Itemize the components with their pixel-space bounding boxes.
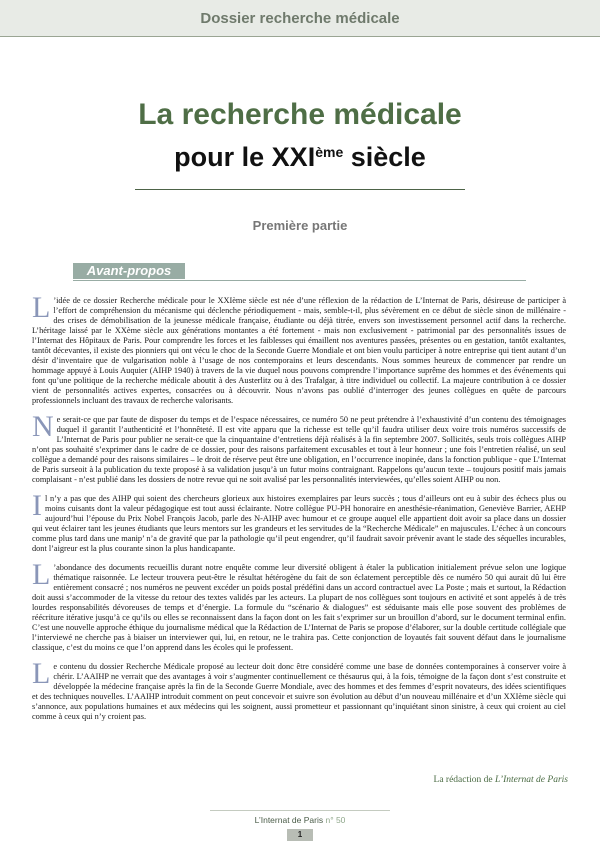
paragraph-text: l n’y a pas que des AIHP qui soient des chercheurs glorieux aux histoires exemplaires par leurs succès ; tous d’ailleurs ont eu à subir des échecs plus ou moins cuisants dont la valeur pédagogique est tout aussi éclairante. Notre collègue PU-PH honoraire en anesthésie-réanimation, Geneviève Barrier, AEHP aujourd’hui l’épouse du Prix Nobel François Jacob, parle des N-AIHP avec humour et ce groupe auquel elle appartient doit avoir sa place dans un dossier qui veut éclairer tant les jeunes étudiants que leurs mentors sur les grandeurs et les servitudes de la “Recherche Médicale” en majuscules. L’échec à un concours comme plus tard dans une manip’ n’a de gravité que par la pathologie qu’il peut engendrer, qu’il faudrait savoir prévenir avant le stade des séquelles incurables, dont l’aigreur est la plus courante sinon la plus handicapante. bbox=[32, 494, 566, 553]
drop-cap: L bbox=[32, 558, 51, 591]
paragraph-text: e serait-ce que par faute de disposer du temps et de l’espace nécessaires, ce numéro 50 ne peut prétendre à l’exhaustivité d’un contenu des témoignages duquel il garantit l’authenticité et l’honnêteté. Il est vite apparu que la richesse est telle qu’il faudra utiliser deux voire trois numéros successifs de L’Internat de Paris pour publier ne serait-ce que la cinquantaine d’entretiens déjà réalisés à la fin septembre 2007. Sollicités, seuls trois collègues AIHP n’ont pas souhaité s’exprimer dans le cadre de ce dossier, pour des raisons parfaitement excusables et tout à leur honneur ; une fois l’entretien réalisé, un seul collègue a demandé pour des raisons similaires – le droit de réserve peut être une obligation, en l’occurrence inopinée, dans la fonction publique - que L’Internat de Paris surseoit à la publication du texte proposé à sa validation jusqu’à un futur moins contraignant. Rappelons qu’aucun texte – toujours positif mais jamais complaisant - n’est publié dans les dossiers de notre revue qui ne soit avalisé par les personnalités interviewées, qu’elles soient AIHP ou non. bbox=[32, 415, 566, 484]
title-line2-end: siècle bbox=[343, 142, 426, 172]
section-label-avant-propos: Avant-propos bbox=[73, 263, 185, 279]
paragraph-text: ’idée de ce dossier Recherche médicale pour le XXIème siècle est née d’une réflexion de la rédaction de L’Internat de Paris, désireuse de participer à l’effort de compréhension du mécanisme qui déclenche périodiquement - mais, semble-t-il, plus sévèrement en ce début de siècle sinon de millénaire - des crises de démobilisation de la jeunesse médicale française, étudiante ou déjà titrée, envers son investissement personnel actif dans la recherche. L’héritage laissé par le XXème siècle aux générations montantes a été fortement - mais non exclusivement - patrimonial par des personnalités issues de l’Internat des Hôpitaux de Paris. Pour comprendre les forces et les faiblesses qui émaillent nos aventures passées, présentes ou en gestation, tantôt exaltantes, tantôt décevantes, il existe des pionniers qui ont vécu le choc de la Seconde Guerre Mondiale et ont bien voulu participer à notre entreprise qui tient autant d’un désir d’inventaire que de vulgarisation noble à l’usage de nos contemporains et leurs descendants. Nous sommes heureux de commencer par rendre un hommage appuyé à Louis Auquier (AIHP 1940) à travers de la vie duquel nous pouvons comprendre l’importance suprême des hommes et des événements qui font qu’une politique de la recherche médicale aboutit à des Austerlitz ou à des Trafalgar, à titre individuel ou collectif. La majeure contribution à ce dossier vient de personnalités actives expertes, consacrées ou à découvrir. Nous n’avons pas oublié d’interroger des jeunes collègues en quête de parcours professionnels incluant des travaux de recherche valorisants. bbox=[32, 296, 566, 405]
footer-divider bbox=[210, 810, 390, 811]
footer bbox=[0, 815, 600, 825]
dossier-header-title: Dossier recherche médicale bbox=[200, 10, 400, 27]
subtitle: Première partie bbox=[252, 218, 348, 233]
paragraph bbox=[32, 657, 566, 722]
footer-issue: n° 50 bbox=[325, 815, 346, 825]
drop-cap: N bbox=[32, 410, 54, 443]
footer-journal: L’Internat de Paris bbox=[254, 815, 324, 825]
drop-cap: L bbox=[32, 657, 51, 690]
main-title-line2 bbox=[0, 142, 600, 173]
paragraph bbox=[32, 489, 566, 554]
signature-prefix: La rédaction de bbox=[433, 775, 495, 785]
paragraph bbox=[32, 558, 566, 653]
section-divider bbox=[73, 280, 526, 281]
signature bbox=[434, 775, 568, 785]
page-number: 1 bbox=[287, 829, 313, 841]
main-title-line1: La recherche médicale bbox=[138, 98, 462, 131]
drop-cap: I bbox=[32, 489, 42, 522]
article-body bbox=[32, 291, 566, 731]
paragraph bbox=[32, 291, 566, 406]
title-line2-superscript: ème bbox=[315, 144, 344, 160]
title-line2-main: pour le XXI bbox=[174, 142, 316, 172]
paragraph-text: e contenu du dossier Recherche Médicale proposé au lecteur doit donc être considéré comme une base de données contemporaines à conserver voire à chérir. L’AAIHP ne verrait que des avantages à voir s’augmenter continuellement ce thésaurus qui, à la fois, témoigne de la façon dont s’est construite et développée la médecine française après la fin de la Seconde Guerre Mondiale, avec des hommes et des femmes d’esprit novateurs, des idées scientifiques et des techniques nouvelles. L’AAIHP introduit comment on peut concevoir et suivre son évolution au début d’un nouveau millénaire et d’un XXIème siècle qui s’annonce, aux populations humaines et aux médecins qui les soignent, aussi prometteur et passionnant qu’inquiétant sinon sinistre, à ceux qui croient au ciel comme à ceux qui n’y croient pas. bbox=[32, 662, 566, 721]
signature-journal: L’Internat de Paris bbox=[494, 775, 568, 785]
paragraph-text: ’abondance des documents recueillis durant notre enquête comme leur diversité obligent à étaler la publication initialement prévue selon une logique thématique raisonnée. Le lecteur trouvera peut-être le résultat hétérogène du fait de son éclatement perceptible dès ce numéro 50 qui aurait dû lui être entièrement consacré ; nos numéros ne peuvent excéder un poids postal prédéfini dans un accord contractuel avec La Poste ; mais et surtout, la Rédaction doit aussi s’accommoder de la vitesse du retour des textes validés par les acteurs. La plupart de nos collègues sont toujours en activité et sont appelés à de très lourdes responsabilités dévoreuses de temps et d’énergie. La formule du “scénario & dialogues” est séduisante mais elle pose souvent des problèmes de réécriture itérative jusqu’à ce qu’ils ou elles se reconnaissent dans la façon dont on les fait s’exprimer sur un brouillon d’abord, sur le document terminal enfin. C’est une nouvelle approche éthique du journalisme médical que la Rédaction de L’Internat de Paris se propose d’élaborer, sur la double certitude collégiale que l’interviewé ne cherche pas à biaiser un interviewer qui, lui, en retour, ne le trahira pas. Cette conjonction de loyautés fait souvent défaut dans le journalisme classique, c’est du moins ce que l’on apprend dans les écoles qui le professent. bbox=[32, 563, 566, 652]
paragraph bbox=[32, 410, 566, 485]
drop-cap: L bbox=[32, 291, 51, 324]
title-divider bbox=[135, 189, 465, 190]
